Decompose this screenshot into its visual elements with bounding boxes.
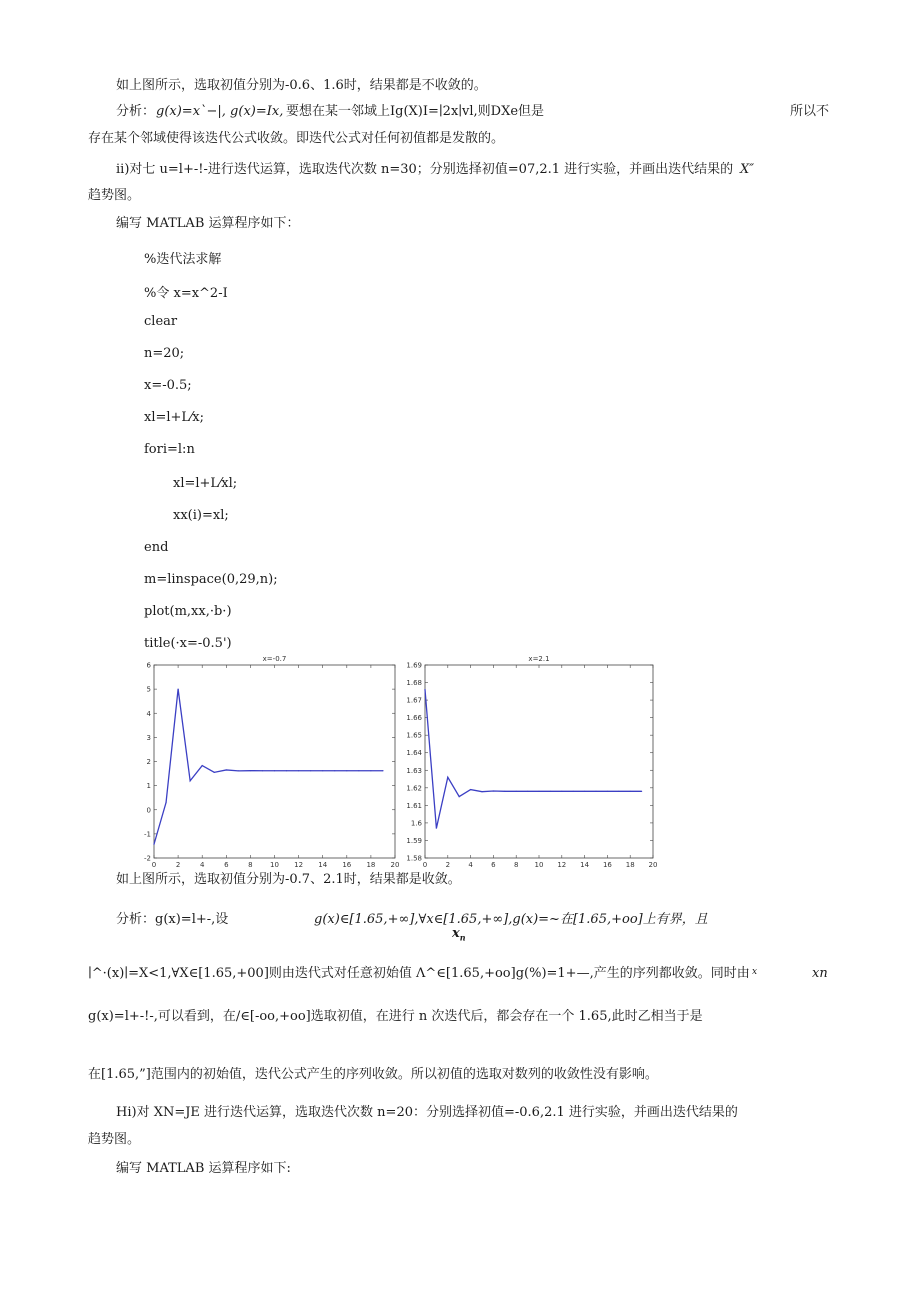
data-point (527, 791, 528, 792)
paragraph-result-convergent: 如上图所示，选取初值分别为-0.7、2.1时，结果都是收敛。 (116, 872, 461, 887)
x-tick-label: 8 (513, 861, 519, 869)
y-tick-label: 0 (146, 806, 151, 815)
data-point (322, 770, 323, 771)
data-point (424, 689, 425, 690)
x-tick-label: 0 (151, 861, 157, 869)
paragraph-analysis2-label: 分析：g(x)=l+-,设 (116, 912, 229, 927)
y-tick-label: 5 (146, 685, 151, 694)
chart-title: x=-0.7 (262, 655, 287, 663)
data-point (550, 791, 551, 792)
code-line: fori=l:n (144, 442, 195, 457)
data-point (190, 780, 191, 781)
code-line: title(·x=-0.5') (144, 636, 232, 651)
y-tick-label: 1.58 (406, 854, 422, 863)
y-tick-label: 1.62 (406, 784, 422, 793)
data-point (153, 844, 154, 845)
data-point (286, 770, 287, 771)
data-point (165, 802, 166, 803)
data-point (310, 770, 311, 771)
data-point (370, 770, 371, 771)
data-point (538, 791, 539, 792)
code-line: %令 x=x^2-I (144, 286, 228, 301)
code-line: xl=l+L⁄x; (144, 410, 204, 425)
y-tick-label: 1.65 (406, 731, 422, 740)
data-point (630, 791, 631, 792)
code-line: x=-0.5; (144, 378, 192, 393)
data-point (334, 770, 335, 771)
paragraph-no-neighborhood: 存在某个邻域使得该迭代公式收敛。即迭代公式对任何初值都是发散的。 (88, 131, 505, 146)
data-point (274, 770, 275, 771)
data-point (214, 772, 215, 773)
data-point (516, 791, 517, 792)
x-tick-label: 18 (625, 861, 635, 869)
var-n: n (459, 932, 466, 943)
code-line: plot(m,xx,·b·) (144, 604, 232, 619)
x-tick-label: 14 (580, 861, 590, 869)
chart-right-svg (405, 655, 665, 870)
code-line: m=linspace(0,29,n); (144, 572, 278, 587)
chart-right (405, 655, 665, 870)
y-tick-label: 3 (146, 733, 151, 742)
data-point (607, 791, 608, 792)
y-tick-label: -2 (144, 854, 151, 863)
chart-left (140, 655, 405, 870)
code-line: xx(i)=xl; (173, 508, 229, 523)
plot-frame (154, 665, 395, 858)
paragraph-trend-chart: 趋势图。 (88, 188, 141, 203)
data-point (584, 791, 585, 792)
paragraph-trend-chart-2: 趋势图。 (88, 1132, 141, 1147)
data-point (382, 770, 383, 771)
x-tick-label: 6 (491, 861, 496, 869)
data-point (178, 689, 179, 690)
data-point (447, 777, 448, 778)
y-tick-label: 1.68 (406, 679, 422, 688)
paragraph-analysis2-text: g(x)∈[1.65,+∞],∀x∈[1.65,+∞],g(x)=~在[1.65,+oo]上有界，且 (314, 912, 708, 927)
data-point (641, 791, 642, 792)
x-tick-label: 0 (422, 861, 428, 869)
y-tick-label: 4 (146, 709, 151, 718)
paragraph-analysis-label: 分析： (116, 104, 156, 119)
paragraph-analysis-tail: 所以不 (790, 104, 830, 119)
y-tick-label: 1.67 (406, 696, 422, 705)
x-tick-label: 2 (175, 861, 181, 869)
paragraph-iteration-note: g(x)=l+-!-,可以看到，在/∈[-oo,+oo]选取初值，在进行 n 次迭代后，都会存在一个 1.65,此时乙相当于是 (88, 1009, 703, 1024)
data-point (346, 770, 347, 771)
paragraph-matlab-intro-2: 编写 MATLAB 运算程序如下: (116, 1161, 291, 1176)
paragraph-convergence-proof: ∣^·(x)∣=X<1,∀X∈[1.65,+00]则由迭代式对任意初始值 Λ^∈[1.65,+oo]g(%)=1+—,产生的序列都收敛。同时由 (88, 966, 750, 981)
x-tick-label: 4 (199, 861, 205, 869)
plot-frame (425, 665, 653, 858)
x-tick-label: 16 (602, 861, 612, 869)
data-point (238, 770, 239, 771)
y-tick-label: 1.63 (406, 766, 422, 775)
x-tick-label: 12 (294, 861, 304, 869)
data-point (436, 828, 437, 829)
x-tick-label: 14 (318, 861, 328, 869)
data-point (504, 791, 505, 792)
y-tick-label: 1 (146, 782, 151, 791)
paragraph-part-iii: Hi)对 XN=JE 进行迭代运算，选取迭代次数 n=20：分别选择初值=-0.6,2.1 进行实验，并画出迭代结果的 (116, 1105, 738, 1120)
code-line: end (144, 540, 169, 555)
x-tick-label: 10 (534, 861, 544, 869)
paragraph-conclusion: 在[1.65,”]范围内的初始值，迭代公式产生的序列收敛。所以初值的选取对数列的收敛性没有影响。 (88, 1067, 658, 1082)
var-x: x (452, 926, 460, 941)
data-point (202, 765, 203, 766)
x-tick-label: 10 (270, 861, 279, 869)
x-tick-label: 6 (224, 861, 229, 869)
formula-xn-tail: xn (812, 966, 828, 981)
y-tick-label: 2 (146, 758, 151, 766)
data-point (298, 770, 299, 771)
x-tick-label: 20 (390, 861, 400, 869)
y-tick-label: -1 (144, 830, 151, 839)
data-point (481, 791, 482, 792)
x-tick-label: 4 (468, 861, 473, 869)
data-point (573, 791, 574, 792)
y-tick-label: 1.69 (406, 661, 422, 670)
y-tick-label: 1.66 (406, 714, 422, 723)
x-tick-label: 18 (366, 861, 376, 869)
formula-xn: X″ (740, 162, 755, 177)
paragraph-result-divergent: 如上图所示，选取初值分别为-0.6、1.6时，结果都是不收敛的。 (116, 78, 487, 93)
data-point (459, 796, 460, 797)
x-tick-label: 20 (648, 861, 658, 869)
paragraph-matlab-intro: 编写 MATLAB 运算程序如下： (116, 216, 300, 231)
formula-xn-sub (452, 925, 466, 947)
paragraph-analysis-text: 要想在某一邻域上Ig(X)I=∣2x∣vl,则DXe但是 (286, 104, 545, 119)
data-point (226, 769, 227, 770)
chart-title: x=2.1 (528, 655, 550, 663)
code-line: %迭代法求解 (144, 252, 222, 267)
y-tick-label: 1.59 (406, 836, 422, 845)
x-tick-label: 16 (342, 861, 352, 869)
data-point (358, 770, 359, 771)
formula-x-sup: x (752, 967, 758, 977)
y-tick-label: 1.6 (410, 819, 422, 828)
x-tick-label: 8 (248, 861, 253, 869)
data-point (595, 791, 596, 792)
code-line: n=20; (144, 346, 185, 361)
data-point (470, 789, 471, 790)
paragraph-part-ii: ii)对七 u=l+-!-进行迭代运算，选取迭代次数 n=30；分别选择初值=07,2.1 进行实验，并画出迭代结果的 (116, 162, 734, 177)
x-tick-label: 12 (557, 861, 567, 869)
data-point (561, 791, 562, 792)
chart-left-svg (140, 655, 405, 870)
y-tick-label: 1.64 (406, 749, 422, 758)
data-point (618, 791, 619, 792)
code-line: clear (144, 314, 178, 329)
y-tick-label: 1.61 (406, 801, 422, 810)
data-point (262, 770, 263, 771)
y-tick-label: 6 (146, 661, 151, 670)
formula-gx: g(x)=x`−|, g(x)=Ix, (156, 104, 284, 119)
data-point (493, 790, 494, 791)
data-point (250, 770, 251, 771)
x-tick-label: 2 (445, 861, 451, 869)
code-line: xl=l+L⁄xl; (173, 476, 238, 491)
